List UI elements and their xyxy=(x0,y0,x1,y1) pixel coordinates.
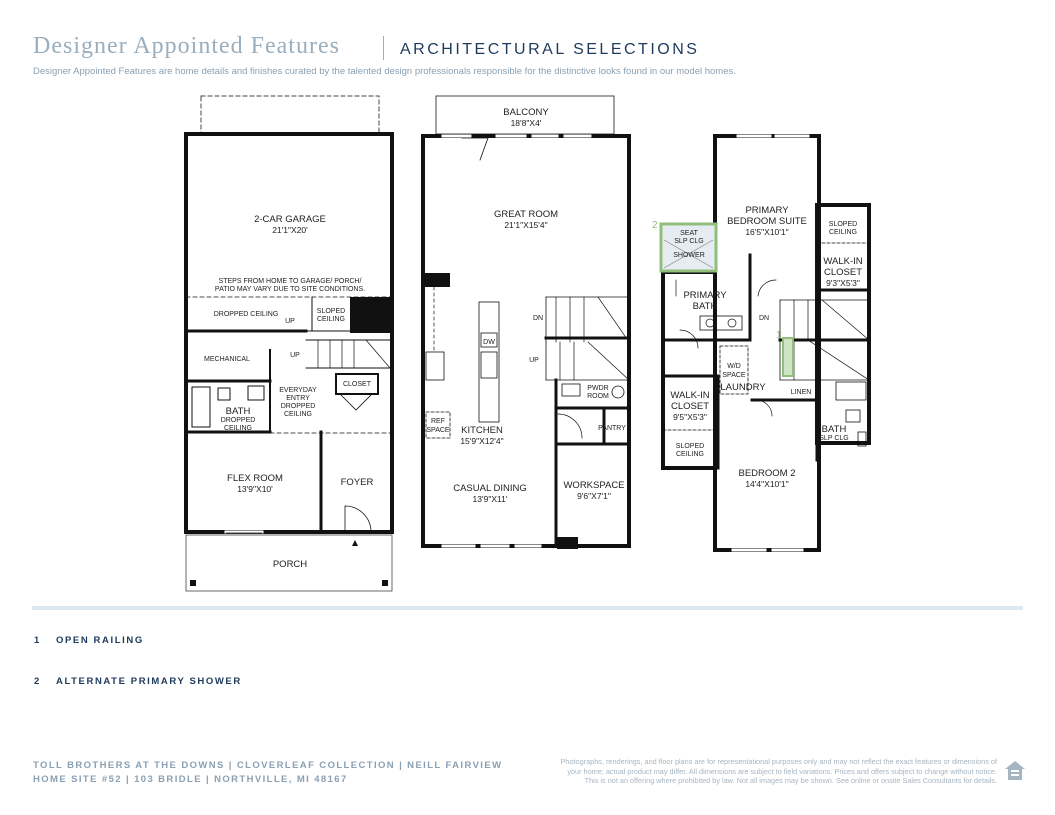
ref-space-label: SPACE xyxy=(426,427,450,434)
walkin-closet-2-label: WALK-IN xyxy=(670,390,710,401)
balcony-dimensions: 18'8"X4' xyxy=(510,118,542,128)
bath-3-slp-clg: SLP CLG xyxy=(819,435,849,442)
page-title: Designer Appointed Features xyxy=(33,33,340,59)
primary-suite-label-2: BEDROOM SUITE xyxy=(727,216,807,227)
shower-slp-clg-label: SLP CLG xyxy=(674,238,704,245)
walkin-closet-1-label-2: CLOSET xyxy=(823,267,863,278)
bath-3-label: BATH xyxy=(821,424,847,435)
steps-note-2: PATIO MAY VARY DUE TO SITE CONDITIONS. xyxy=(214,286,366,293)
option-number: 1 xyxy=(34,635,41,646)
primary-bath-label-2: BATH xyxy=(692,301,718,312)
pantry-label: PANTRY xyxy=(598,425,626,432)
railing-option-highlight xyxy=(783,338,793,376)
wd-label: W/D xyxy=(727,363,741,370)
kitchen-dimensions: 15'9"X12'4" xyxy=(460,436,504,446)
walkin-closet-2-label-2: CLOSET xyxy=(670,401,710,412)
great-room-label: GREAT ROOM xyxy=(493,209,559,220)
linen-label: LINEN xyxy=(790,389,812,396)
wd-space-label: SPACE xyxy=(722,372,746,379)
garage-dimensions: 21'1"X20' xyxy=(272,225,308,235)
dn-label: DN xyxy=(532,315,544,322)
flex-room-label: FLEX ROOM xyxy=(227,473,283,484)
foyer-label: FOYER xyxy=(340,477,374,488)
dining-dimensions: 13'9"X11' xyxy=(472,494,508,504)
dining-label: CASUAL DINING xyxy=(453,483,527,494)
mechanical-label: MECHANICAL xyxy=(204,356,250,363)
dn-label-3: DN xyxy=(758,315,770,322)
balcony-label: BALCONY xyxy=(503,107,549,118)
great-room-dimensions: 21'1"X15'4" xyxy=(504,220,548,230)
disclaimer-line-1: Photographs, renderings, and floor plans are for representational purposes only and may not reflect the exact features or dimensions of xyxy=(560,757,997,766)
sloped-ceiling-1: SLOPED xyxy=(828,221,858,228)
bedroom-2-label: BEDROOM 2 xyxy=(738,468,796,479)
equal-housing-icon xyxy=(1003,758,1027,782)
sloped-ceiling-label-1: SLOPED xyxy=(316,308,346,315)
bath-label: BATH xyxy=(225,406,251,417)
first-floor-plan xyxy=(186,96,392,591)
entry-line-2: ENTRY xyxy=(286,395,310,402)
walkin-closet-1-dimensions: 9'3"X5'3" xyxy=(826,278,860,288)
primary-bath-label-1: PRIMARY xyxy=(683,290,727,301)
section-divider xyxy=(32,606,1023,610)
up-label: UP xyxy=(529,357,539,364)
disclaimer xyxy=(561,757,997,786)
powder-label: PWDR xyxy=(587,385,609,392)
dw-label: DW xyxy=(483,339,495,346)
garage-label: 2-CAR GARAGE xyxy=(254,214,326,225)
sloped-ceiling-label-2: CEILING xyxy=(316,316,346,323)
page-subtitle: ARCHITECTURAL SELECTIONS xyxy=(400,41,700,58)
bath-ceiling: CEILING xyxy=(223,425,253,432)
steps-note-1: STEPS FROM HOME TO GARAGE/ PORCH/ xyxy=(218,278,362,285)
sloped-ceiling-3: SLOPED xyxy=(675,443,705,450)
walkin-closet-1-label: WALK-IN xyxy=(823,256,863,267)
primary-suite-dimensions: 16'5"X10'1" xyxy=(745,227,789,237)
disclaimer-line-2: your home; actual product may differ. All dimensions are subject to field variations. Prices and offers subject to change without notice. xyxy=(567,766,997,776)
walkin-closet-2-dimensions: 9'5"X5'3" xyxy=(673,412,707,422)
workspace-dimensions: 9'6"X7'1" xyxy=(577,491,611,501)
bedroom-2-dimensions: 14'4"X10'1" xyxy=(745,479,789,489)
sloped-ceiling-4: CEILING xyxy=(675,451,705,458)
option-label: OPEN RAILING xyxy=(56,635,144,646)
option-item xyxy=(34,676,242,687)
footer-homesite: HOME SITE #52 | 103 BRIDLE | NORTHVILLE, MI 48167 xyxy=(33,774,348,785)
bath-dropped: DROPPED xyxy=(220,417,256,424)
seat-label: SEAT xyxy=(680,230,698,237)
footer-community: TOLL BROTHERS AT THE DOWNS | CLOVERLEAF COLLECTION | NEILL FAIRVIEW xyxy=(33,760,503,771)
closet-label: CLOSET xyxy=(342,381,372,388)
option-label: ALTERNATE PRIMARY SHOWER xyxy=(56,676,242,687)
page-description: Designer Appointed Features are home details and finishes curated by the talented design professionals responsible for the distinctive looks found in our model homes. xyxy=(33,66,736,77)
dropped-ceiling-label: DROPPED CEILING xyxy=(213,311,279,318)
shower-label: SHOWER xyxy=(673,252,705,259)
entry-line-1: EVERYDAY xyxy=(279,387,317,394)
flex-room-dimensions: 13'9"X10' xyxy=(237,484,273,494)
primary-suite-label-1: PRIMARY xyxy=(745,205,789,216)
callout-1: 1 xyxy=(776,330,782,341)
option-item xyxy=(34,635,144,646)
disclaimer-line-3: This is not an offering where prohibited by law. Not all images may be shown. See online or onsite Sales Consultants for details. xyxy=(584,776,997,785)
sloped-ceiling-2: CEILING xyxy=(828,229,858,236)
up-label-1: UP xyxy=(285,318,295,325)
porch-label: PORCH xyxy=(272,559,308,570)
up-label-2: UP xyxy=(290,352,300,359)
powder-room-label: ROOM xyxy=(587,393,609,400)
ref-label: REF xyxy=(431,418,445,425)
kitchen-label: KITCHEN xyxy=(461,425,503,436)
workspace-label: WORKSPACE xyxy=(563,480,625,491)
option-number: 2 xyxy=(34,676,41,687)
entry-line-3: DROPPED xyxy=(280,403,316,410)
laundry-label: LAUNDRY xyxy=(720,382,766,393)
callout-2: 2 xyxy=(652,220,658,231)
entry-line-4: CEILING xyxy=(283,411,313,418)
